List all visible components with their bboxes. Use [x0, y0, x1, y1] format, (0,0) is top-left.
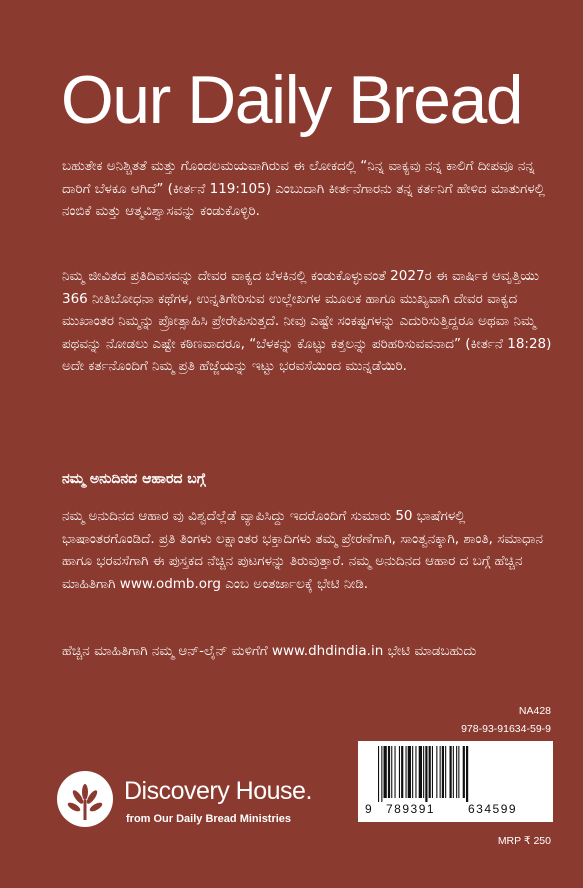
publisher-tagline: from Our Daily Bread Ministries — [126, 813, 292, 825]
description-paragraph: ನಿಮ್ಮ ಜೀವಿತದ ಪ್ರತಿದಿವಸವನ್ನು ದೇವರ ವಾಕ್ಯದ ಬೆಳಕಿನಲ್ಲಿ ಕಂಡುಕೊಳ್ಳುವಂತೆ 2027ರ ಈ ವಾರ್ಷಿಕ ಆವೃತ್ತಿಯು 366 ನೀತಿಬೋಧನಾ ಕಥೆಗಳ, ಉನ್ನತಿಗೇರಿಸುವ ಉಲ್ಲೇಖಗಳ ಮೂಲಕ ಹಾಗೂ ಮುಖ್ಯವಾಗಿ ದೇವರ ವಾಕ್ಯದ ಮುಖಾಂತರ ನಿಮ್ಮನ್ನು ಪ್ರೋತ್ಸಾಹಿಸಿ ಪ್ರೇರೇಪಿಸುತ್ತದೆ. ನೀವು ಎಷ್ಟೇ ಸಂಕಷ್ಟಗಳನ್ನು ಎದುರಿಸುತ್ತಿದ್ದರೂ ಅಥವಾ ನಿಮ್ಮ ಪಥವನ್ನು ನೋಡಲು ಎಷ್ಟೇ ಕಠಿಣವಾದರೂ, “ಬೆಳಕನ್ನು ಕೊಟ್ಟು ಕತ್ತಲನ್ನು ಪರಿಹರಿಸುವವನಾದ” (ಕೀರ್ತನೆ 18:28) ಅದೇ ಕರ್ತನೊಂದಿಗೆ ನಿಮ್ಮ ಪ್ರತಿ ಹೆಜ್ಜೆಯನ್ನು ಇಟ್ಟು ಭರವಸೆಯಿಂದ ಮುನ್ನಡೆಯಿರಿ. — [62, 268, 552, 374]
barcode-digits-right: 634599 — [468, 802, 518, 816]
store-paragraph: ಹೆಚ್ಚಿನ ಮಾಹಿತಿಗಾಗಿ ನಮ್ಮ ಆನ್-ಲೈನ್ ಮಳಿಗೆಗೆ www.dhdindia.in ಭೇಟಿ ಮಾಡಬಹುದು — [62, 643, 477, 659]
barcode — [358, 741, 553, 822]
section-heading: ನಮ್ಮ ಅನುದಿನದ ಆಹಾರದ ಬಗ್ಗೆ — [62, 471, 206, 487]
barcode-digit-first: 9 — [365, 802, 374, 816]
isbn-text: 978-93-91634-59-9 — [461, 723, 551, 735]
barcode-digits-left: 789391 — [386, 802, 436, 816]
wheat-circle-icon — [56, 770, 114, 828]
book-title: Our Daily Bread — [60, 62, 523, 138]
product-code: NA428 — [518, 705, 551, 717]
price-label: MRP ₹ 250 — [497, 835, 551, 847]
intro-paragraph: ಬಹುತೇಕ ಅನಿಶ್ಚಿತತೆ ಮತ್ತು ಗೊಂದಲಮಯವಾಗಿರುವ ಈ ಲೋಕದಲ್ಲಿ “ನಿನ್ನ ವಾಕ್ಯವು ನನ್ನ ಕಾಲಿಗೆ ದೀಪವೂ ನನ್ನ ದಾರಿಗೆ ಬೆಳಕೂ ಆಗಿದೆ” (ಕೀರ್ತನೆ 119:105) ಎಂಬುದಾಗಿ ಕೀರ್ತನೆಗಾರನು ತನ್ನ ಕರ್ತನಿಗೆ ಹೇಳಿದ ಮಾತುಗಳಲ್ಲಿ ನಂಬಿಕೆ ಮತ್ತು ಆತ್ಮವಿಶ್ವಾಸವನ್ನು ಕಂಡುಕೊಳ್ಳಿರಿ. — [62, 158, 545, 219]
about-paragraph: ನಮ್ಮ ಅನುದಿನದ ಆಹಾರ ವು ವಿಶ್ವದೆಲ್ಲೆಡೆ ವ್ಯಾಪಿಸಿದ್ದು ಇದರೊಂದಿಗೆ ಸುಮಾರು 50 ಭಾಷೆಗಳಲ್ಲಿ ಭಾಷಾಂತರಗೊಂಡಿದೆ. ಪ್ರತಿ ತಿಂಗಳು ಲಕ್ಷಾಂತರ ಭಕ್ತಾದಿಗಳು ತಮ್ಮ ಪ್ರೇರಣೆಗಾಗಿ, ಸಾಂತ್ವನಕ್ಕಾಗಿ, ಶಾಂತಿ, ಸಮಾಧಾನ ಹಾಗೂ ಭರವಸೆಗಾಗಿ ಈ ಪುಸ್ತಕದ ನೆಚ್ಚಿನ ಪುಟಗಳನ್ನು ತಿರುವುತ್ತಾರೆ. ನಮ್ಮ ಅನುದಿನದ ಆಹಾರ ದ ಬಗ್ಗೆ ಹೆಚ್ಚಿನ ಮಾಹಿತಿಗಾಗಿ www.odmb.org ಎಂಬ ಅಂತರ್ಜಾಲಕ್ಕೆ ಭೇಟಿ ನೀಡಿ. — [62, 508, 543, 592]
barcode-bars — [378, 746, 538, 802]
publisher-name: Discovery House. — [124, 777, 312, 805]
